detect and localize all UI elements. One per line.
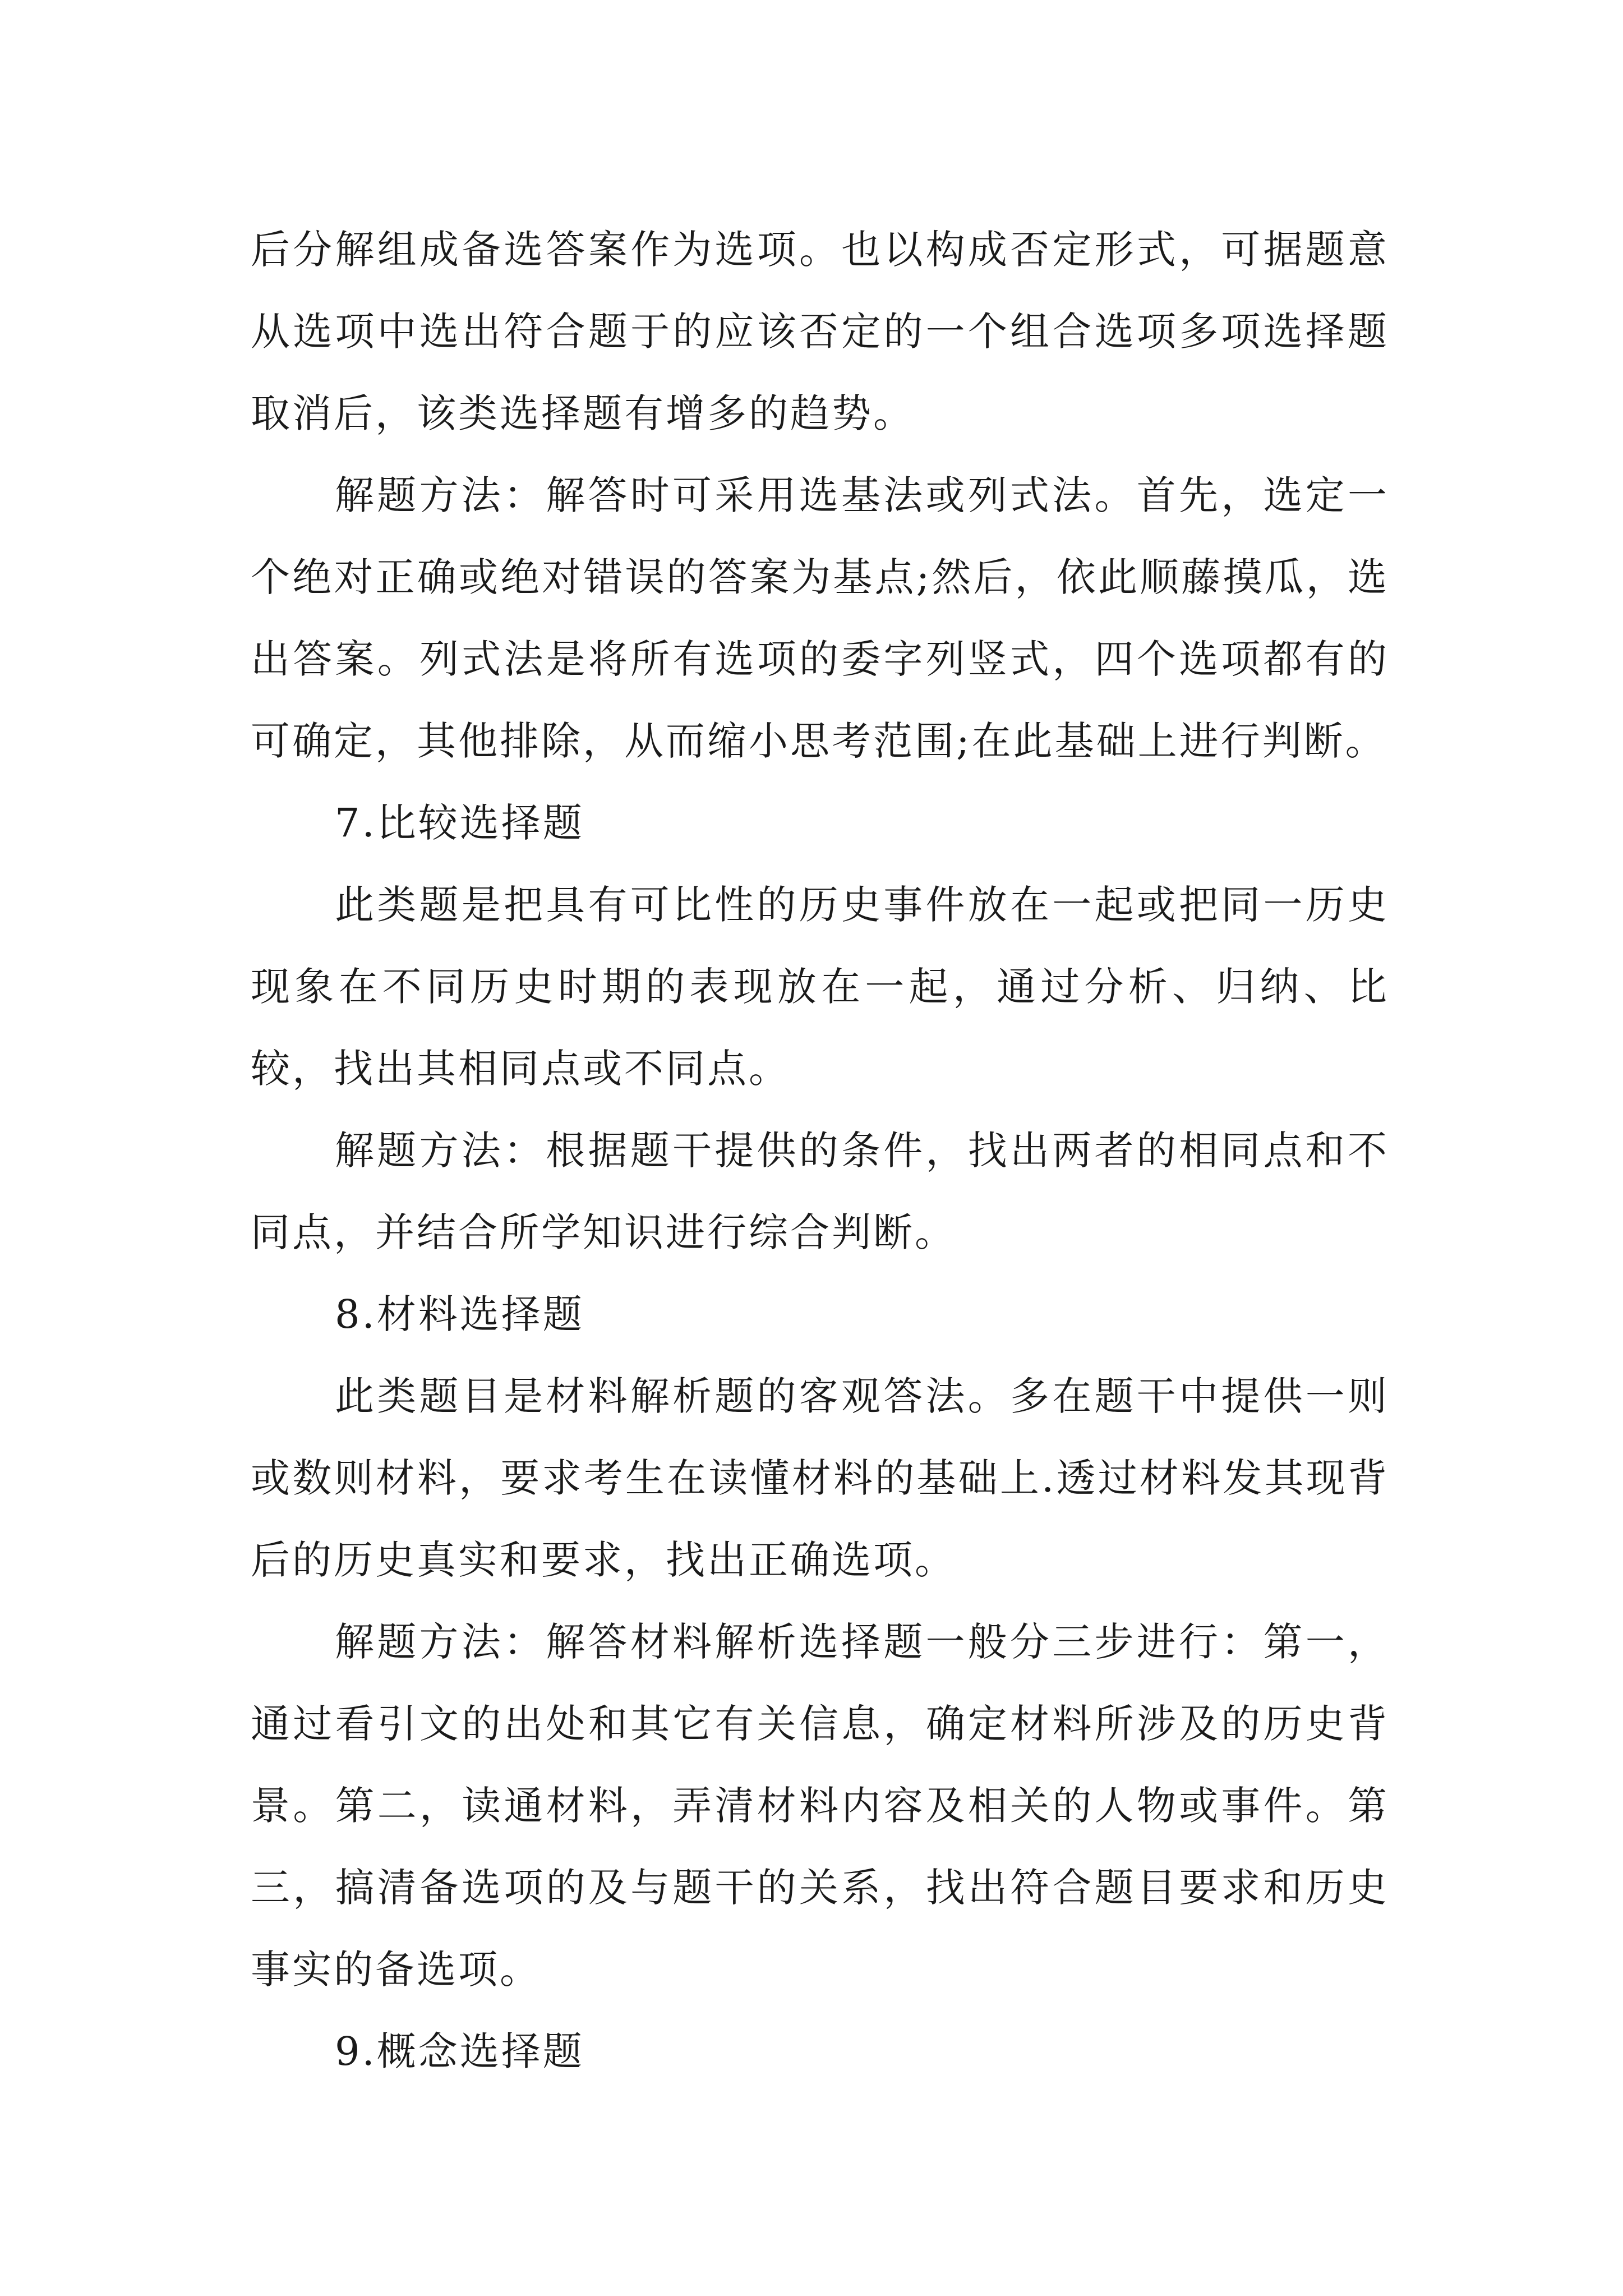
paragraph-material-desc: 此类题目是材料解析题的客观答法。多在题干中提供一则或数则材料，要求考生在读懂材料的基础上.透过材料发其现背后的历史真实和要求，找出正确选项。	[251, 1373, 1389, 1583]
section-heading-9: 9.概念选择题	[335, 2028, 584, 2074]
paragraph-intro-continued: 后分解组成备选答案作为选项。也以构成否定形式，可据题意从选项中选出符合题于的应该否定的一个组合选项多项选择题取消后，该类选择题有增多的趋势。	[251, 227, 1389, 436]
section-heading-8: 8.材料选择题	[335, 1291, 584, 1337]
paragraph-method-3: 解题方法：解答材料解析选择题一般分三步进行：第一，通过看引文的出处和其它有关信息，确定材料所涉及的历史背景。第二，读通材料，弄清材料内容及相关的人物或事件。第三，搞清备选项的及与题干的关系，找出符合题目要求和历史事实的备选项。	[251, 1619, 1389, 1993]
paragraph-method-2: 解题方法：根据题干提供的条件，找出两者的相同点和不同点，并结合所学知识进行综合判断。	[251, 1128, 1389, 1255]
paragraph-comparison-desc: 此类题是把具有可比性的历史事件放在一起或把同一历史现象在不同历史时期的表现放在一起，通过分析、归纳、比较，找出其相同点或不同点。	[251, 882, 1389, 1092]
paragraph-method-1: 解题方法：解答时可采用选基法或列式法。首先，选定一个绝对正确或绝对错误的答案为基点;然后，依此顺藤摸瓜，选出答案。列式法是将所有选项的委字列竖式，四个选项都有的可确定，其他排除，从而缩小思考范围;在此基础上进行判断。	[251, 472, 1389, 764]
document-body	[251, 209, 1389, 2092]
section-heading-7: 7.比较选择题	[335, 800, 584, 846]
